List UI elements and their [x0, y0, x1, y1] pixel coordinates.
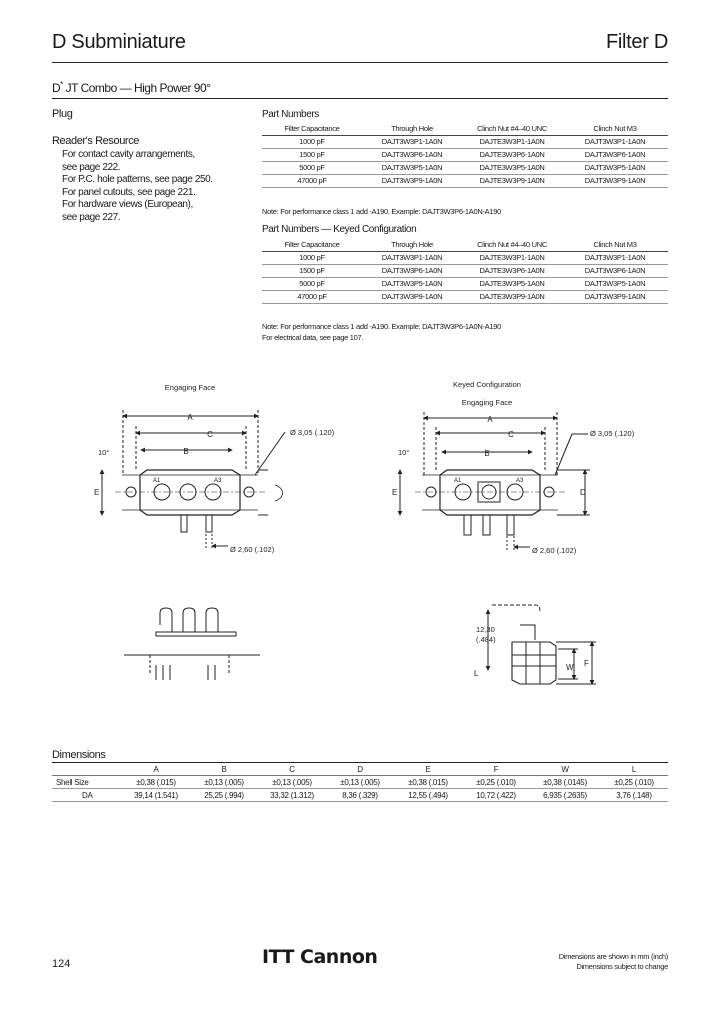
keyed-part-numbers-note: Note: For performance class 1 add -A190. Example: DAJT3W3P6-1A0N-A190 — [262, 322, 501, 331]
dim-l-label: L — [474, 669, 479, 678]
column-header: Filter Capacitance — [262, 124, 362, 136]
table-cell: DAJT3W3P1-1A0N — [362, 252, 462, 265]
section-title-main: JT Combo — High Power 90° — [65, 81, 211, 95]
table-cell: Shell Size — [52, 776, 122, 789]
resource-line: see page 227. — [62, 211, 121, 223]
right-front-view — [392, 380, 635, 555]
dim-b-label-right: B — [484, 449, 490, 458]
table-cell: 1000 pF — [262, 252, 362, 265]
table-header-row — [262, 124, 668, 136]
table-row — [262, 162, 668, 175]
section-title — [52, 80, 210, 95]
table-cell: DAJTE3W3P6-1A0N — [462, 265, 562, 278]
part-numbers-table — [262, 124, 668, 188]
section-title-superscript: * — [60, 80, 63, 89]
resource-line: For P.C. hole patterns, see page 250. — [62, 174, 213, 185]
column-header: E — [394, 764, 462, 776]
table-cell: DAJT3W3P6-1A0N — [362, 265, 462, 278]
column-header: Filter Capacitance — [262, 240, 362, 252]
table-cell: 25,25 (.994) — [190, 789, 258, 802]
table-cell: 3,76 (.148) — [600, 789, 668, 802]
table-cell: DAJTE3W3P1-1A0N — [462, 252, 562, 265]
dim-f-label: F — [584, 659, 589, 668]
column-header: L — [600, 764, 668, 776]
table-cell: ±0,13 (.005) — [190, 776, 258, 789]
table-cell: 12,55 (.494) — [394, 789, 462, 802]
left-view-title: Engaging Face — [164, 383, 216, 392]
table-cell: 1500 pF — [262, 149, 362, 162]
dim-a-label-left: A — [187, 413, 193, 422]
table-row — [262, 252, 668, 265]
right-view-title1: Keyed Configuration — [453, 380, 521, 389]
table-header-row — [52, 764, 668, 776]
pin-a3-label-right: A3 — [516, 478, 524, 484]
table-cell: 1000 pF — [262, 136, 362, 149]
table-row — [52, 776, 668, 789]
table-cell: 1500 pF — [262, 265, 362, 278]
part-numbers-title: Part Numbers — [262, 109, 319, 120]
table-cell: 10,72 (.422) — [462, 789, 530, 802]
table-cell: ±0,38 (.015) — [394, 776, 462, 789]
table-cell: 33,32 (1.312) — [258, 789, 326, 802]
dim-e-label-right: E — [392, 488, 398, 497]
table-cell: 5000 pF — [262, 162, 362, 175]
right-side-view — [474, 605, 596, 684]
column-header: W — [530, 764, 600, 776]
column-header: Clinch Nut #4–40 UNC — [462, 124, 562, 136]
header-right-title: Filter D — [605, 31, 668, 53]
table-cell: DAJT3W3P1-1A0N — [562, 252, 668, 265]
table-cell: DAJT3W3P6-1A0N — [562, 149, 668, 162]
table-cell: ±0,38 (.0145) — [530, 776, 600, 789]
table-row — [262, 175, 668, 188]
table-cell: DAJTE3W3P9-1A0N — [462, 175, 562, 188]
table-cell: 39,14 (1.541) — [122, 789, 190, 802]
keyed-part-numbers-table — [262, 240, 668, 304]
page-number: 124 — [52, 958, 71, 970]
header-rule — [52, 62, 668, 63]
table-cell: ±0,25 (.010) — [600, 776, 668, 789]
column-header: A — [122, 764, 190, 776]
dimensions-table — [52, 764, 668, 802]
left-side-view — [124, 608, 260, 680]
dim-w-label: W — [566, 663, 574, 672]
table-cell: DAJT3W3P1-1A0N — [362, 136, 462, 149]
left-front-view — [94, 383, 335, 554]
table-row — [262, 136, 668, 149]
resource-heading: Reader's Resource — [52, 135, 140, 147]
column-header: Clinch Nut M3 — [562, 240, 668, 252]
table-cell: DAJT3W3P1-1A0N — [562, 136, 668, 149]
angle-label-left: 10° — [98, 448, 110, 457]
height-inch-label: (.484) — [476, 635, 496, 644]
table-cell: DAJT3W3P9-1A0N — [362, 291, 462, 304]
table-header-row — [262, 240, 668, 252]
table-cell: DAJT3W3P6-1A0N — [362, 149, 462, 162]
table-cell: ±0,13 (.005) — [258, 776, 326, 789]
table-cell: DAJT3W3P9-1A0N — [562, 291, 668, 304]
table-cell: DAJT3W3P5-1A0N — [562, 278, 668, 291]
column-header: Through Hole — [362, 124, 462, 136]
section-title-prefix: D — [52, 81, 61, 95]
table-cell: 6,935 (.2635) — [530, 789, 600, 802]
angle-label-right: 10° — [398, 448, 410, 457]
resource-line: see page 222. — [62, 161, 121, 173]
table-row — [262, 278, 668, 291]
column-header: C — [258, 764, 326, 776]
footer-note-change: Dimensions subject to change — [576, 962, 668, 971]
table-cell: DA — [52, 789, 122, 802]
dimensions-title: Dimensions — [52, 749, 106, 761]
keyed-electrical-note: For electrical data, see page 107. — [262, 333, 364, 342]
table-cell: ±0,13 (.005) — [326, 776, 394, 789]
table-cell: DAJTE3W3P5-1A0N — [462, 278, 562, 291]
column-header: D — [326, 764, 394, 776]
resource-line: For panel cutouts, see page 221. — [62, 186, 196, 198]
table-cell: 5000 pF — [262, 278, 362, 291]
dim-c-label-left: C — [207, 430, 213, 439]
table-cell: 8,36 (.329) — [326, 789, 394, 802]
footer-note-units: Dimensions are shown in mm (inch) — [558, 952, 668, 961]
column-header — [52, 764, 122, 776]
column-header: Clinch Nut #4–40 UNC — [462, 240, 562, 252]
table-cell: DAJTE3W3P6-1A0N — [462, 149, 562, 162]
table-cell: DAJT3W3P5-1A0N — [562, 162, 668, 175]
height-label: 12,30 — [476, 625, 495, 634]
resource-line: For contact cavity arrangements, — [62, 149, 195, 160]
hole-dia-label-left: Ø 3,05 (.120) — [290, 428, 335, 437]
table-cell: DAJT3W3P9-1A0N — [362, 175, 462, 188]
table-cell: DAJTE3W3P5-1A0N — [462, 162, 562, 175]
dim-a-label-right: A — [487, 415, 493, 424]
keyed-part-numbers-title: Part Numbers — Keyed Configuration — [262, 224, 417, 235]
table-cell: DAJT3W3P6-1A0N — [562, 265, 668, 278]
table-cell: ±0,25 (.010) — [462, 776, 530, 789]
dim-e-label-left: E — [94, 488, 100, 497]
dim-c-label-right: C — [508, 430, 514, 439]
header-left-title: D Subminiature — [52, 31, 186, 53]
table-cell: ±0,38 (.015) — [122, 776, 190, 789]
resource-line: For hardware views (European), — [62, 199, 193, 210]
table-row — [52, 789, 668, 802]
pin-a1-label-left: A1 — [153, 478, 161, 484]
section-rule — [52, 98, 668, 99]
table-cell: 47000 pF — [262, 175, 362, 188]
table-cell: 47000 pF — [262, 291, 362, 304]
part-numbers-note: Note: For performance class 1 add -A190. Example: DAJT3W3P6-1A0N-A190 — [262, 207, 501, 216]
pin-dia-label-left: Ø 2,60 (.102) — [230, 545, 275, 554]
right-view-title2: Engaging Face — [461, 398, 513, 407]
column-header: Through Hole — [362, 240, 462, 252]
hole-dia-label-right: Ø 3,05 (.120) — [590, 429, 635, 438]
table-cell: DAJT3W3P9-1A0N — [562, 175, 668, 188]
resource-list — [62, 149, 213, 224]
pin-a3-label-left: A3 — [214, 478, 222, 484]
itt-cannon-logo: ITT Cannon — [262, 946, 378, 968]
dim-d-label-right: D — [580, 488, 586, 497]
section-subtitle: Plug — [52, 108, 73, 120]
technical-drawings — [0, 370, 720, 700]
table-cell: DAJT3W3P5-1A0N — [362, 162, 462, 175]
dimensions-rule — [52, 762, 668, 763]
table-row — [262, 149, 668, 162]
pin-dia-label-right: Ø 2,60 (.102) — [532, 546, 577, 555]
table-row — [262, 291, 668, 304]
pin-a1-label-right: A1 — [454, 478, 462, 484]
column-header: F — [462, 764, 530, 776]
table-cell: DAJTE3W3P9-1A0N — [462, 291, 562, 304]
table-cell: DAJT3W3P5-1A0N — [362, 278, 462, 291]
table-row — [262, 265, 668, 278]
column-header: B — [190, 764, 258, 776]
table-cell: DAJTE3W3P1-1A0N — [462, 136, 562, 149]
column-header: Clinch Nut M3 — [562, 124, 668, 136]
dim-b-label-left: B — [183, 447, 189, 456]
